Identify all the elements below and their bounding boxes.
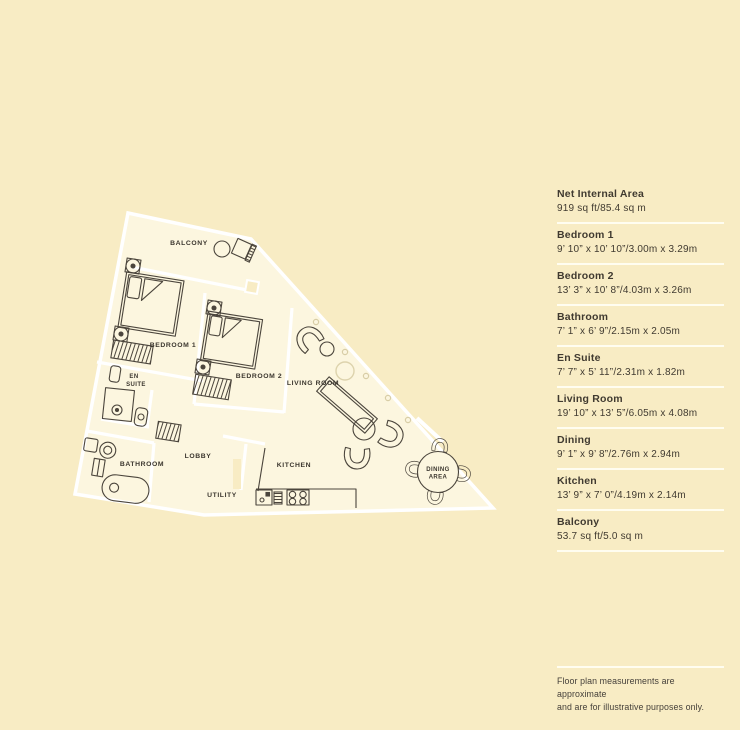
room-label-balcony: BALCONY (170, 240, 208, 247)
column (245, 280, 259, 294)
legend-label: Balcony (557, 516, 600, 528)
room-label-dining-1: DINING (426, 467, 450, 473)
legend-value: 53.7 sq ft/5.0 sq m (557, 531, 644, 542)
legend-value: 13’ 3” x 10’ 8”/4.03m x 3.26m (557, 285, 692, 296)
legend-entry-bedroom-1 (557, 224, 724, 265)
legend-entry-en-suite (557, 347, 724, 388)
room-label-utility: UTILITY (207, 492, 237, 499)
room-label-bathroom: BATHROOM (119, 461, 165, 468)
legend-label: Bedroom 1 (557, 229, 614, 241)
room-label-lobby: LOBBY (184, 453, 212, 460)
wall-fill-utility (233, 459, 241, 489)
room-label-dining-2: AREA (428, 474, 448, 481)
legend-label: Net Internal Area (557, 188, 645, 200)
legend-label: Dining (557, 434, 591, 446)
room-label-kitchen: KITCHEN (276, 462, 312, 469)
legend-panel (557, 183, 724, 552)
legend-value: 7’ 7” x 5’ 11”/2.31m x 1.82m (557, 367, 686, 378)
legend-value: 7’ 1” x 6’ 9”/2.15m x 2.05m (557, 326, 681, 337)
legend-entry-bathroom (557, 306, 724, 347)
legend-value: 9’ 1” x 9’ 8”/2.76m x 2.94m (557, 449, 681, 460)
room-label-bedroom2: BEDROOM 2 (235, 373, 283, 380)
room-label-bedroom1: BEDROOM 1 (149, 342, 197, 349)
dishwasher (274, 492, 282, 504)
legend-entry-dining (557, 429, 724, 470)
legend-value: 19’ 10” x 13’ 5”/6.05m x 4.08m (557, 408, 698, 419)
legend-label: Living Room (557, 393, 623, 405)
legend-label: Bathroom (557, 311, 609, 323)
legend-entry-bedroom-2 (557, 265, 724, 306)
legend-label: Bedroom 2 (557, 270, 614, 282)
room-label-ensuite-2: SUITE (126, 382, 146, 388)
legend-entry-living-room (557, 388, 724, 429)
legend-value: 919 sq ft/85.4 sq m (557, 203, 646, 214)
legend-entry-kitchen (557, 470, 724, 511)
legend-value: 9’ 10” x 10’ 10”/3.00m x 3.29m (557, 244, 698, 255)
legend-entry-net-internal-area (557, 183, 724, 224)
disclaimer-line-2: and are for illustrative purposes only. (557, 701, 705, 712)
legend-label: En Suite (557, 352, 601, 364)
lobby-closet (156, 421, 181, 441)
disclaimer-line-1: Floor plan measurements are approximate (557, 676, 675, 699)
room-label-ensuite-1: EN (129, 374, 139, 380)
legend-entry-balcony (557, 511, 724, 552)
disclaimer (557, 666, 724, 713)
legend-label: Kitchen (557, 475, 597, 487)
legend-value: 13’ 9” x 7’ 0”/4.19m x 2.14m (557, 490, 686, 501)
room-label-living: LIVING ROOM (286, 380, 340, 387)
